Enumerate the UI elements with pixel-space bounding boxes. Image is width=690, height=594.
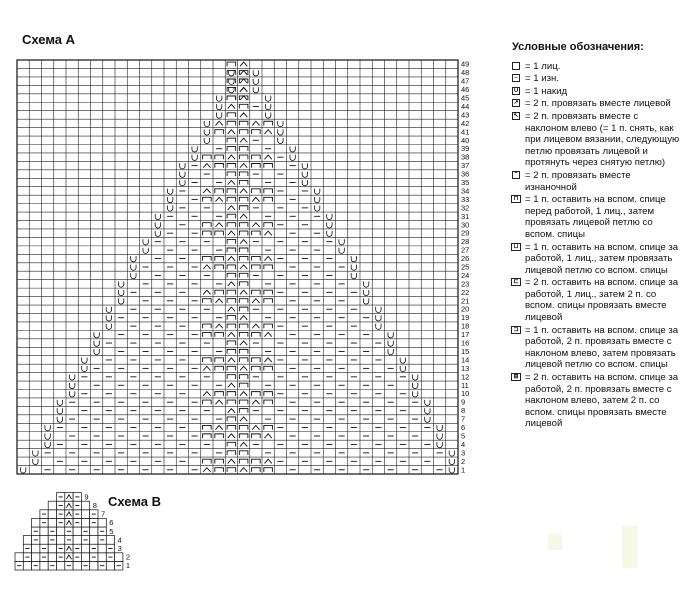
scan-smudge — [622, 526, 638, 568]
row-number: 39 — [461, 144, 470, 154]
grid-cell — [57, 536, 65, 545]
row-number: 38 — [461, 152, 470, 162]
row-number: 48 — [461, 68, 470, 78]
row-number: 47 — [461, 76, 470, 86]
row-number: 37 — [461, 161, 470, 171]
row-number: 8 — [92, 501, 97, 510]
row-number: 6 — [109, 518, 114, 528]
legend-text: = 1 накид — [525, 85, 568, 97]
grid-cell — [90, 536, 98, 545]
row-number: 19 — [461, 313, 470, 323]
row-number: 18 — [461, 321, 470, 331]
row-number: 2 — [125, 552, 131, 562]
grid-cell — [23, 561, 31, 570]
legend-item — [512, 170, 684, 193]
row-number: 1 — [461, 465, 466, 475]
row-number: 9 — [461, 397, 466, 407]
legend-item — [512, 325, 684, 371]
scan-smudge — [548, 534, 562, 550]
grid-cell — [73, 527, 81, 536]
grid-cell — [32, 518, 40, 527]
grid-cell — [98, 518, 106, 527]
legend-heading: Условные обозначения: — [512, 41, 644, 53]
grid-cell — [81, 501, 89, 510]
row-number: 36 — [461, 169, 470, 179]
grid-cell — [40, 527, 48, 536]
grid-cell — [81, 544, 89, 553]
row-number: 23 — [461, 279, 470, 289]
row-number: 12 — [461, 372, 470, 382]
legend-symbol-icon: ⊓ — [511, 195, 521, 203]
row-number: 45 — [461, 93, 470, 103]
legend-list — [512, 61, 684, 430]
row-number: 24 — [461, 270, 470, 280]
row-number: 28 — [461, 237, 470, 247]
row-number: 11 — [461, 380, 469, 390]
grid-cell — [40, 561, 48, 570]
grid-cell — [48, 544, 56, 553]
grid-cell — [98, 544, 106, 553]
row-number: 2 — [461, 456, 466, 466]
row-number: 8 — [461, 406, 466, 416]
row-number: 27 — [461, 245, 470, 255]
legend-symbol-icon: ⊔ — [511, 243, 521, 251]
legend-item — [512, 194, 684, 240]
grid-cell — [57, 561, 65, 570]
row-number: 1 — [125, 561, 131, 571]
legend-item — [512, 98, 684, 110]
row-number: 10 — [461, 389, 470, 399]
legend-text: = 2 п. провязать вместе лицевой — [525, 98, 671, 110]
legend-symbol-icon: – — [512, 74, 520, 82]
scheme-a-title: Схема A — [22, 32, 76, 47]
grid-cell — [57, 527, 65, 536]
legend-symbol-icon: ↖ — [513, 112, 519, 119]
grid-cell — [98, 553, 106, 562]
grid-cell — [32, 544, 40, 553]
grid-cell — [32, 553, 40, 562]
grid-cell — [81, 518, 89, 527]
legend-symbol-icon: ⊏ — [511, 278, 521, 286]
row-number: 14 — [461, 355, 470, 365]
grid-cell — [48, 553, 56, 562]
row-number: 3 — [461, 448, 466, 458]
scheme-b-grid — [15, 493, 123, 570]
row-number: 32 — [461, 203, 470, 213]
row-number: 46 — [461, 85, 470, 95]
row-number: 35 — [461, 178, 470, 188]
row-number: 26 — [461, 254, 470, 264]
legend-text: = 2 п. провязать вместе с наклоном влево (= 1 п. снять, как при лицевом вязании, следующую петлю провязать лицевой и протянуть через снятую петлю) — [525, 110, 680, 169]
row-number: 33 — [461, 194, 470, 204]
grid-cell — [15, 553, 23, 562]
legend-text: = 1 лиц. — [525, 60, 561, 72]
row-number: 22 — [461, 287, 470, 297]
grid-cell — [81, 510, 89, 519]
row-number: 6 — [461, 423, 466, 433]
legend-text: = 2 п. оставить на вспом. спице за работой, 1 лиц., затем 2 п. со вспом. спицы провязать вместе лицевой — [525, 277, 679, 324]
row-number: 41 — [461, 127, 470, 137]
row-number: 44 — [461, 101, 470, 111]
row-number: 43 — [461, 110, 470, 120]
row-number: 34 — [461, 186, 470, 196]
legend-text: = 1 п. оставить на вспом. спице перед работой, 1 лиц., затем провязать лицевой петлю со вспом. спицы — [525, 194, 666, 240]
legend-text: = 1 изн. — [525, 73, 559, 85]
row-number: 40 — [461, 135, 470, 145]
row-number: 42 — [461, 118, 470, 128]
legend-symbol-icon: ⊐ — [511, 326, 521, 334]
legend-item — [512, 372, 684, 430]
row-number: 49 — [461, 59, 470, 69]
row-number: 25 — [461, 262, 470, 272]
grid-cell — [81, 553, 89, 562]
scheme-b-title: Схема B — [108, 494, 162, 509]
row-number: 20 — [461, 304, 470, 314]
legend-text: = 1 п. оставить на вспом. спице за работой, 2 п. провязать вместе с наклоном влево, затем провязать лицевой петлю со вспом. спицы — [525, 324, 679, 371]
legend-item — [512, 277, 684, 323]
row-number: 5 — [109, 526, 114, 536]
row-number: 7 — [461, 414, 466, 424]
row-number: 21 — [461, 296, 470, 306]
grid-cell — [90, 561, 98, 570]
grid-cell — [90, 527, 98, 536]
grid-cell — [106, 561, 114, 570]
legend-item — [512, 111, 684, 169]
legend — [512, 42, 684, 431]
row-number: 9 — [84, 492, 89, 502]
grid-cell — [73, 561, 81, 570]
legend-text: = 2 п. оставить на вспом. спице за работой, 2 п. провязать вместе с наклоном влево, затем 2 п. со вспом. спицы провязать вместе лицевой — [525, 372, 679, 430]
legend-symbol-icon: ⌃ — [513, 171, 519, 178]
row-number: 4 — [117, 535, 122, 545]
grid-cell — [115, 553, 123, 562]
row-number: 16 — [461, 338, 470, 348]
legend-item — [512, 242, 684, 277]
legend-item — [512, 73, 684, 85]
legend-text: = 2 п. провязать вместе изнаночной — [525, 169, 631, 193]
row-number: 15 — [461, 346, 470, 356]
legend-symbol-icon: U — [513, 87, 519, 94]
legend-item — [512, 61, 684, 73]
row-number: 3 — [117, 544, 122, 553]
row-number: 31 — [461, 211, 470, 221]
row-number: 30 — [461, 220, 470, 230]
legend-symbol-icon: ⊞ — [511, 373, 521, 381]
legend-symbol-icon: ↗ — [513, 100, 519, 107]
row-number: 17 — [461, 330, 470, 340]
grid-cell — [73, 536, 81, 545]
row-number: 5 — [461, 431, 466, 441]
grid-cell — [48, 518, 56, 527]
legend-text: = 1 п. оставить на вспом. спице за работой, 1 лиц., затем провязать лицевой петлю со вспом. спицы — [525, 241, 679, 276]
row-number: 29 — [461, 228, 470, 238]
grid-cell — [23, 536, 31, 545]
row-number: 13 — [461, 363, 470, 373]
row-number: 7 — [101, 509, 106, 519]
grid-cell — [48, 510, 56, 519]
grid-cell — [48, 501, 56, 510]
legend-item — [512, 86, 684, 98]
grid-cell — [106, 536, 114, 545]
grid-cell — [40, 536, 48, 545]
row-number: 4 — [461, 439, 466, 449]
legend-symbol-icon — [512, 62, 520, 70]
